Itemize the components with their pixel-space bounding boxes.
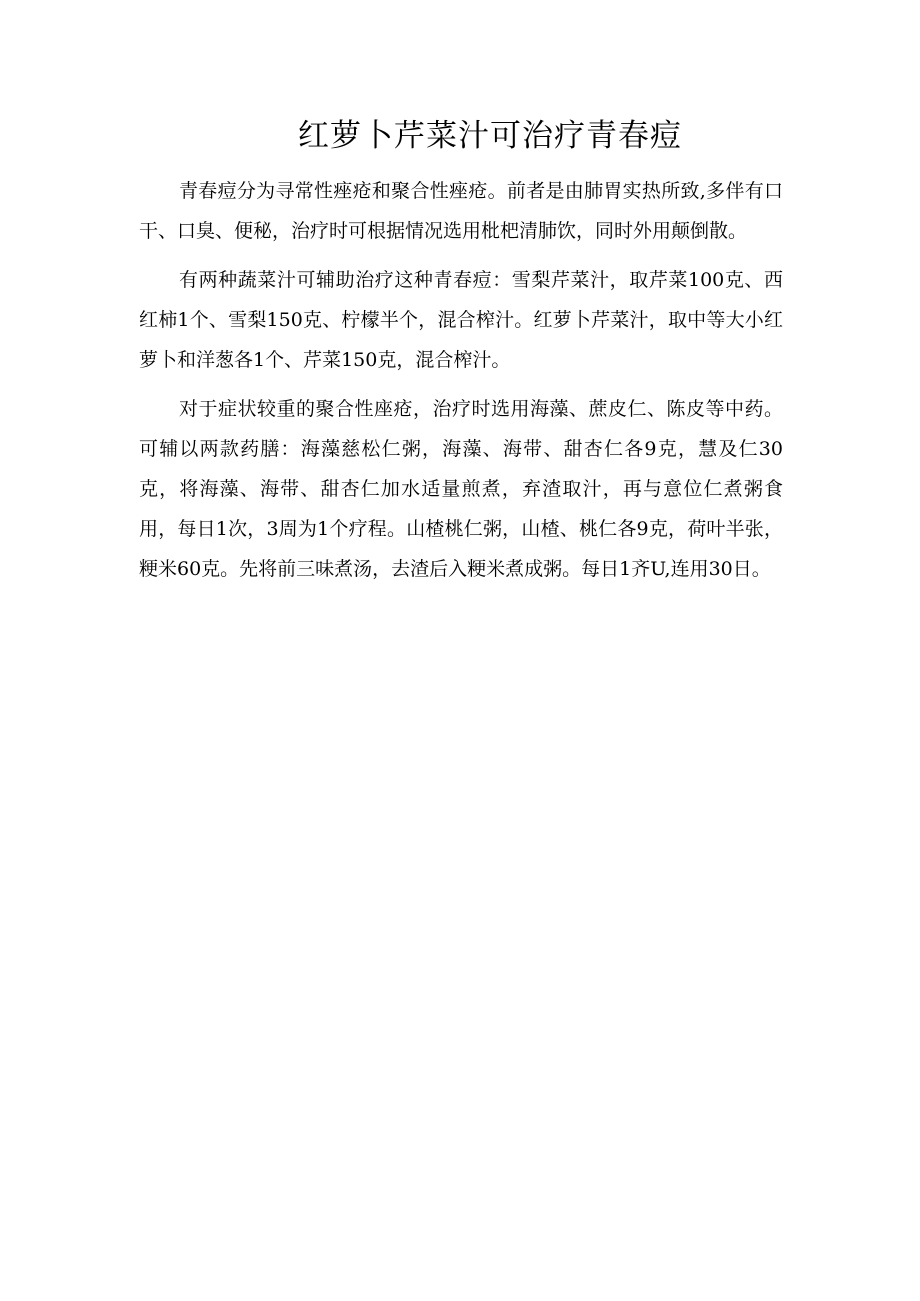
document-body xyxy=(139,171,783,598)
document-title: 红萝卜芹菜汁可治疗青春痘 xyxy=(298,118,682,154)
paragraph-2: 有两种蔬菜汁可辅助治疗这种青春痘：雪梨芹菜汁，取芹菜100克、西红柿1个、雪梨150克、柠檬半个，混合榨汁。红萝卜芹菜汁，取中等大小红萝卜和洋葱各1个、芹菜150克，混合榨汁。 xyxy=(139,269,783,371)
paragraph-3: 对于症状较重的聚合性座疮，治疗时选用海藻、蔗皮仁、陈皮等中药。可辅以两款药膳：海藻慈松仁粥，海藻、海带、甜杏仁各9克，慧及仁30克，将海藻、海带、甜杏仁加水适量煎煮，弃渣取汁，再与意位仁煮粥食用，每日1次，3周为1个疗程。山楂桃仁粥，山楂、桃仁各9克，荷叶半张，粳米60克。先将前三味煮汤，去渣后入粳米煮成粥。每日1齐U,连用30日。 xyxy=(139,398,783,580)
paragraph-1: 青春痘分为寻常性痤疮和聚合性痤疮。前者是由肺胃实热所致,多伴有口干、口臭、便秘，治疗时可根据情况选用枇杷清肺饮，同时外用颠倒散。 xyxy=(139,180,783,242)
